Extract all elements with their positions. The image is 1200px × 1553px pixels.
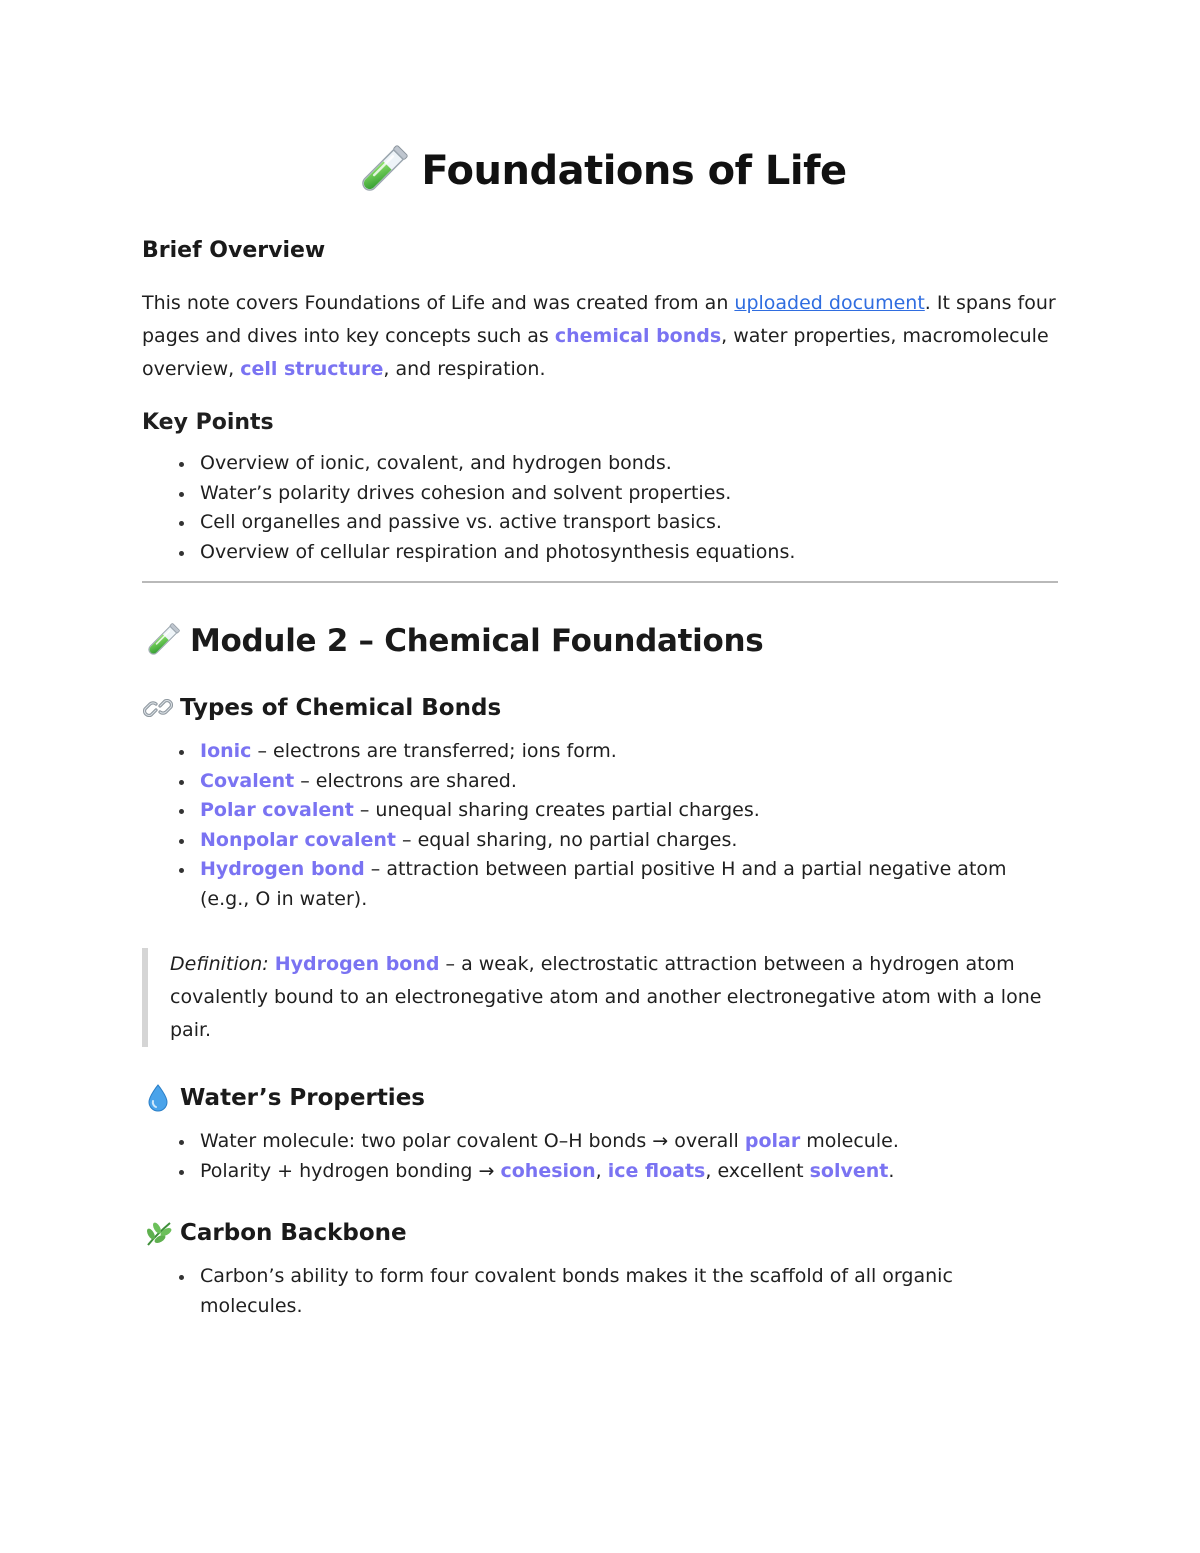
carbon-list	[142, 1262, 1058, 1321]
highlight-chemical-bonds: chemical bonds	[554, 325, 722, 347]
carbon-heading: Carbon Backbone	[180, 1220, 407, 1246]
term-desc: – electrons are shared.	[294, 769, 517, 792]
term-desc: – electrons are transferred; ions form.	[251, 740, 617, 762]
test-tube-icon	[353, 140, 411, 202]
term-desc: – equal sharing, no partial charges.	[395, 828, 738, 851]
page-title: Foundations of Life	[421, 148, 847, 194]
term-cohesion: cohesion	[500, 1159, 596, 1182]
list-item	[200, 826, 1058, 856]
list-item	[200, 855, 1058, 914]
test-tube-icon	[142, 619, 182, 663]
term-hydrogen-bond: Hydrogen bond	[200, 858, 365, 880]
list-item: Carbon’s ability to form four covalent bonds makes it the scaffold of all organic molecules.	[200, 1262, 1058, 1321]
list-item	[200, 796, 1058, 826]
separator: ,	[595, 1159, 608, 1182]
overview-text-3: , water properties, macromolecule overview,	[142, 325, 1049, 380]
carbon-heading-row	[142, 1216, 1058, 1250]
definition-text: – a weak, electrostatic attraction between a hydrogen atom covalently bound to an electronegative atom and another electronegative atom with a lone pair.	[170, 953, 1042, 1041]
water-text: Water molecule: two polar covalent O–H bonds → overall	[200, 1130, 745, 1152]
key-points-list	[142, 449, 1058, 567]
list-item: Water’s polarity drives cohesion and solvent properties.	[200, 479, 1058, 509]
water-heading: Water’s Properties	[180, 1085, 425, 1111]
water-heading-row	[142, 1081, 1058, 1115]
bonds-heading: Types of Chemical Bonds	[180, 695, 502, 721]
separator: .	[888, 1159, 895, 1182]
droplet-icon	[142, 1082, 174, 1114]
title-row	[142, 130, 1058, 212]
list-item: Cell organelles and passive vs. active transport basics.	[200, 508, 1058, 538]
key-points-heading: Key Points	[142, 410, 274, 435]
term-covalent: Covalent	[200, 769, 295, 792]
list-item	[200, 1157, 1058, 1187]
list-item: Overview of cellular respiration and photosynthesis equations.	[200, 538, 1058, 568]
term-ionic: Ionic	[200, 740, 252, 762]
term-ice-floats: ice floats	[607, 1159, 706, 1182]
overview-paragraph	[142, 287, 1058, 386]
overview-heading: Brief Overview	[142, 238, 326, 263]
water-text: Polarity + hydrogen bonding →	[200, 1159, 501, 1182]
overview-text-1: This note covers Foundations of Life and was created from an	[142, 292, 735, 314]
definition-callout	[142, 948, 1058, 1047]
water-list	[142, 1127, 1058, 1186]
term-desc: – attraction between partial positive H and a partial negative atom (e.g., O in water).	[200, 858, 1007, 910]
list-item: Overview of ionic, covalent, and hydrogen bonds.	[200, 449, 1058, 479]
list-item	[200, 737, 1058, 767]
term-polar-covalent: Polar covalent	[200, 799, 354, 821]
term-solvent: solvent	[809, 1159, 889, 1182]
definition-label: Definition:	[170, 953, 269, 975]
water-text: molecule.	[800, 1130, 899, 1152]
list-item	[200, 1127, 1058, 1157]
overview-text-4: , and respiration.	[383, 358, 546, 380]
link-icon	[142, 692, 174, 724]
definition-term: Hydrogen bond	[274, 953, 440, 975]
term-desc: – unequal sharing creates partial charges.	[353, 799, 760, 821]
bond-types-list	[142, 737, 1058, 914]
herb-icon	[142, 1217, 174, 1249]
module-title-row	[142, 619, 1058, 663]
document-page	[142, 130, 1058, 1321]
uploaded-document-link[interactable]: uploaded document	[734, 292, 925, 314]
bonds-heading-row	[142, 691, 1058, 725]
overview-text-2: . It spans four pages and dives into key concepts such as	[142, 292, 1056, 347]
section-divider	[142, 581, 1058, 583]
list-item	[200, 767, 1058, 797]
term-polar: polar	[744, 1130, 801, 1152]
term-nonpolar-covalent: Nonpolar covalent	[200, 828, 396, 851]
module-title: Module 2 – Chemical Foundations	[190, 623, 764, 659]
water-text: , excellent	[705, 1159, 810, 1182]
highlight-cell-structure: cell structure	[240, 358, 384, 380]
